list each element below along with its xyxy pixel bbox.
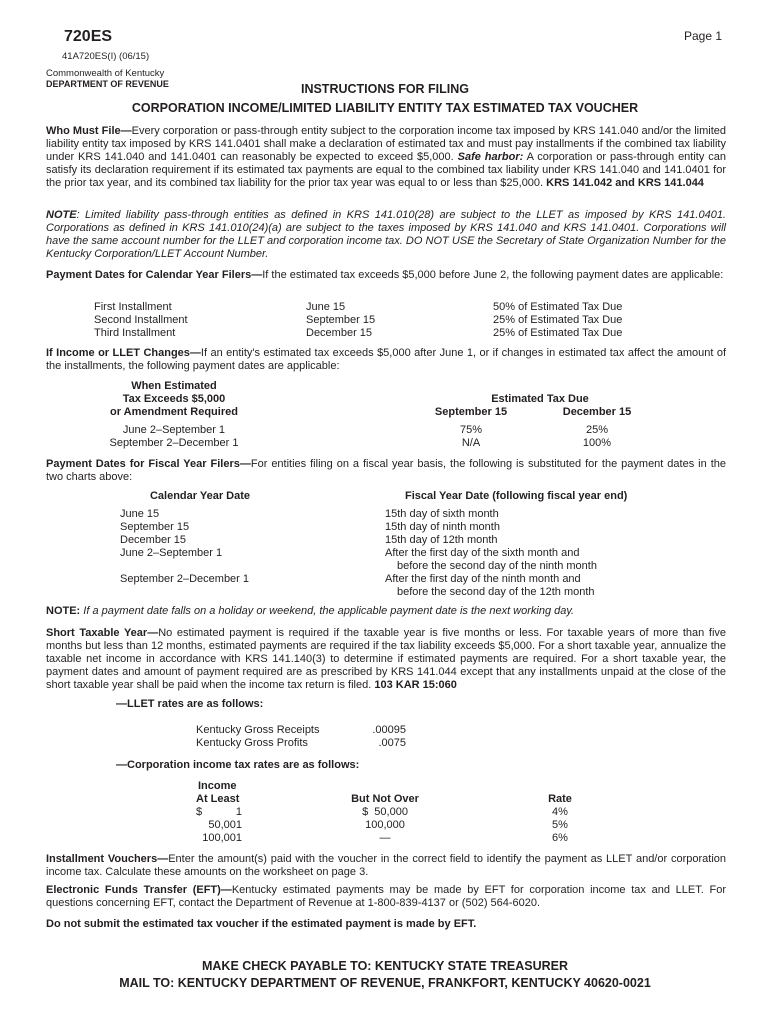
installment-vouchers	[46, 853, 726, 879]
table-cell: 1	[235, 806, 242, 818]
changes-intro	[46, 347, 726, 373]
table-cell: .0075	[378, 737, 406, 749]
table-cell: After the first day of the ninth month and	[385, 573, 581, 585]
page-subtitle: CORPORATION INCOME/LIMITED LIABILITY ENTITY TAX ESTIMATED TAX VOUCHER	[131, 101, 639, 115]
agency-name: DEPARTMENT OF REVENUE	[46, 79, 169, 89]
table-cell: 4%	[552, 806, 568, 818]
table-cell: Kentucky Gross Profits	[196, 737, 308, 749]
column-header: At Least	[196, 793, 240, 805]
table-cell: 100%	[582, 437, 612, 449]
table-cell: before the second day of the 12th month	[397, 586, 595, 598]
table-cell: 25%	[585, 424, 609, 436]
calendar-dates-intro	[46, 269, 726, 282]
installment-amount: 50% of Estimated Tax Due	[493, 301, 623, 313]
column-header: Income	[198, 780, 237, 792]
mail-to: MAIL TO: KENTUCKY DEPARTMENT OF REVENUE, FRANKFORT, KENTUCKY 40620-0021	[119, 976, 651, 990]
table-cell: June 2–September 1	[120, 547, 223, 559]
calendar-dates-text: If the estimated tax exceeds $5,000 before June 2, the following payment dates are applicable:	[262, 269, 724, 281]
column-header: But Not Over	[351, 793, 419, 805]
no-submit-notice: Do not submit the estimated tax voucher if the estimated payment is made by EFT.	[46, 918, 477, 930]
eft-paragraph	[46, 884, 726, 910]
vouchers-heading: Installment Vouchers—	[46, 853, 169, 865]
fiscal-text: For entities filing on a fiscal year basis, the following is substituted for the payment dates in the two charts above:	[46, 458, 726, 483]
installment-date: September 15	[306, 314, 376, 326]
short-year-heading: Short Taxable Year—	[46, 627, 159, 639]
note-holiday	[46, 605, 726, 618]
table-cell: N/A	[461, 437, 481, 449]
table-cell: 6%	[552, 832, 568, 844]
column-header: Rate	[548, 793, 572, 805]
installment-date: December 15	[306, 327, 373, 339]
corp-rates-heading: —Corporation income tax rates are as follows:	[116, 759, 360, 771]
table-cell: 100,000	[365, 819, 405, 831]
table-cell: 75%	[459, 424, 483, 436]
short-taxable-year	[46, 627, 726, 692]
changes-text: If an entity's estimated tax exceeds $5,000 after June 1, or if changes in estimated tax affect the amount of the installments, the following payment dates are applicable:	[46, 347, 726, 372]
page-number: Page 1	[684, 29, 723, 43]
table-cell: September 2–December 1	[109, 437, 239, 449]
installment-amount: 25% of Estimated Tax Due	[493, 327, 623, 339]
table-cell: After the first day of the sixth month and	[385, 547, 580, 559]
who-must-file	[46, 125, 726, 190]
vouchers-text: Enter the amount(s) paid with the voucher in the correct field to identify the payment as LLET and/or corporation income tax. Calculate these amounts on the worksheet on page 3.	[46, 853, 726, 878]
table-cell: 100,001	[202, 832, 242, 844]
table-cell: 15th day of ninth month	[385, 521, 500, 533]
note-llet-text: : Limited liability pass-through entities as defined in KRS 141.010(28) are subject to the LLET as imposed by KRS 141.0401. Corporations as defined in KRS 141.010(24)(a) are subject to the taxes imposed by KRS 141.040 and KRS 141.0401. Corporations will have the same account number for the LLET and corporation income tax. DO NOT USE the Secretary of State Organization Number for the Kentucky Corporation/LLET Account Number.	[46, 209, 726, 260]
table-cell: 50,001	[208, 819, 242, 831]
table-cell: June 15	[120, 508, 160, 520]
column-header: December 15	[562, 406, 632, 418]
table-cell: 5%	[552, 819, 568, 831]
who-must-file-text: Every corporation or pass-through entity subject to the corporation income tax imposed by KRS 141.040 and/or the limited liability entity tax imposed by KRS 141.0401 shall make a declaration of estimated tax and must pay installments if the combined tax liability under KRS 141.040 and 141.0401 can reasonably be expected to exceed $5,000.	[46, 125, 726, 163]
fiscal-intro	[46, 458, 726, 484]
safe-harbor-label: Safe harbor:	[457, 151, 524, 163]
column-header: September 15	[434, 406, 508, 418]
eft-heading: Electronic Funds Transfer (EFT)—	[46, 884, 232, 896]
note-holiday-text: If a payment date falls on a holiday or weekend, the applicable payment date is the next working day.	[83, 605, 575, 617]
column-header: When Estimated	[131, 380, 217, 392]
installment-amount: 25% of Estimated Tax Due	[493, 314, 623, 326]
installment-date: June 15	[306, 301, 346, 313]
column-header: Fiscal Year Date (following fiscal year end)	[405, 490, 628, 502]
table-cell: —	[379, 832, 391, 844]
column-group-header: Estimated Tax Due	[491, 393, 589, 405]
table-cell: Kentucky Gross Receipts	[196, 724, 320, 736]
llet-rates-heading: —LLET rates are as follows:	[116, 698, 264, 710]
column-header: Calendar Year Date	[149, 490, 251, 502]
table-cell: December 15	[120, 534, 187, 546]
short-year-citation: 103 KAR 15:060	[374, 679, 457, 691]
agency-line: Commonwealth of Kentucky	[46, 68, 165, 79]
who-must-file-heading: Who Must File—	[46, 125, 132, 137]
table-cell: 15th day of 12th month	[385, 534, 498, 546]
column-header: Tax Exceeds $5,000	[122, 393, 226, 405]
note-llet	[46, 209, 726, 261]
changes-heading: If Income or LLET Changes—	[46, 347, 201, 359]
page-title: INSTRUCTIONS FOR FILING	[300, 82, 470, 96]
note-llet-label: NOTE	[46, 209, 77, 221]
fiscal-heading: Payment Dates for Fiscal Year Filers—	[46, 458, 251, 470]
short-year-text: No estimated payment is required if the taxable year is five months or less. For taxable years of more than five months but less than 12 months, estimated payments are required if the tax liability exceeds $5,000. For a short taxable year, annualize the taxable net income in accordance with KRS 141.140(3) to determine if estimated payments are required. For a short taxable year, the payment dates and amount of payment required are as prescribed by KRS 141.044 except that any installments unpaid at the close of the short taxable year shall be paid when the income tax return is filed.	[46, 627, 726, 691]
installment-label: Third Installment	[94, 327, 176, 339]
eft-text: Kentucky estimated payments may be made by EFT for corporation income tax and LLET. For questions concerning EFT, contact the Department of Revenue at 1-800-839-4137 or (502) 564-6020.	[46, 884, 727, 909]
installment-label: Second Installment	[94, 314, 188, 326]
table-cell: June 2–September 1	[122, 424, 226, 436]
who-must-file-citation: KRS 141.042 and KRS 141.044	[546, 177, 704, 189]
form-number: 720ES	[64, 28, 113, 45]
form-code: 41A720ES(I) (06/15)	[62, 51, 150, 62]
table-cell: before the second day of the ninth month	[397, 560, 597, 572]
table-cell: September 15	[120, 521, 190, 533]
installment-label: First Installment	[94, 301, 172, 313]
table-cell: $	[196, 806, 203, 818]
column-header: or Amendment Required	[110, 406, 238, 418]
table-cell: 15th day of sixth month	[385, 508, 499, 520]
table-cell: .00095	[372, 724, 406, 736]
payable-to: MAKE CHECK PAYABLE TO: KENTUCKY STATE TREASURER	[201, 959, 568, 973]
calendar-dates-heading: Payment Dates for Calendar Year Filers—	[46, 269, 263, 281]
table-cell: $ 50,000	[362, 806, 408, 818]
safe-harbor-text: A corporation or pass-through entity can satisfy its declaration requirement if its estimated tax payments are equal to the combined tax liability under KRS 141.040 and 141.0401 for the prior tax year, and its combined tax liability for the prior tax year was equal to or less than $25,000.	[46, 151, 727, 189]
table-cell: September 2–December 1	[120, 573, 250, 585]
note-holiday-label: NOTE:	[46, 605, 81, 617]
